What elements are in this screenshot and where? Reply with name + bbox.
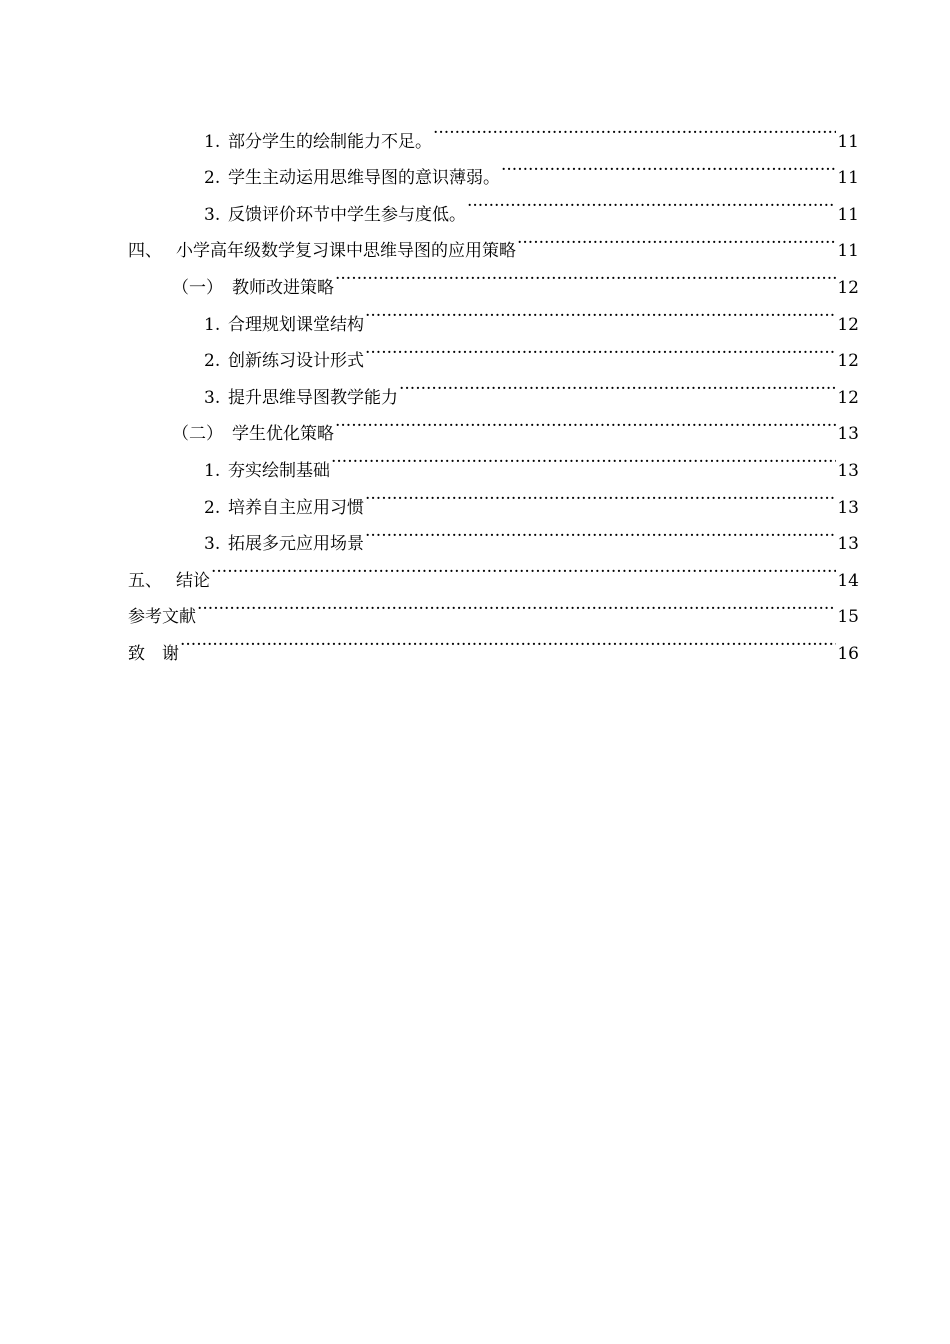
toc-entry-page: 12 bbox=[837, 277, 859, 298]
toc-entry-number: 2. bbox=[204, 351, 221, 372]
toc-dot-leader bbox=[365, 330, 836, 367]
toc-dot-leader bbox=[331, 439, 836, 476]
toc-entry-page: 14 bbox=[837, 570, 859, 591]
toc-dot-leader bbox=[197, 586, 836, 623]
toc-entry[interactable] bbox=[128, 622, 859, 664]
toc-entry-page: 11 bbox=[837, 204, 859, 225]
toc-entry-page: 13 bbox=[837, 460, 859, 481]
toc-entry-title: 夯实绘制基础 bbox=[228, 460, 330, 481]
toc-entry-page: 11 bbox=[837, 241, 859, 262]
toc-entry-number: 1. bbox=[204, 314, 221, 335]
toc-entry-number: （二） bbox=[172, 424, 223, 445]
toc-entry-page: 11 bbox=[837, 168, 859, 189]
toc-dot-leader bbox=[517, 220, 836, 257]
toc-entry-page: 12 bbox=[837, 314, 859, 335]
toc-entry-page: 12 bbox=[837, 351, 859, 372]
table-of-contents bbox=[128, 110, 859, 664]
toc-dot-leader bbox=[211, 549, 836, 586]
toc-dot-leader bbox=[335, 403, 836, 440]
toc-entry-number: 3. bbox=[204, 534, 221, 555]
toc-entry-title: 结论 bbox=[176, 570, 210, 591]
toc-entry-title: 教师改进策略 bbox=[232, 277, 334, 298]
toc-entry-title: 参考文献 bbox=[128, 607, 196, 628]
toc-entry-page: 16 bbox=[837, 643, 859, 664]
toc-entry-page: 13 bbox=[837, 534, 859, 555]
toc-entry[interactable] bbox=[128, 586, 859, 628]
toc-entry-title: 拓展多元应用场景 bbox=[228, 534, 364, 555]
toc-dot-leader bbox=[365, 513, 836, 550]
toc-entry-title: 小学高年级数学复习课中思维导图的应用策略 bbox=[176, 241, 516, 262]
toc-entry-number: 3. bbox=[204, 204, 221, 225]
toc-entry[interactable] bbox=[128, 549, 859, 591]
toc-dot-leader bbox=[399, 366, 836, 403]
toc-entry-number: 2. bbox=[204, 497, 221, 518]
toc-dot-leader bbox=[501, 147, 836, 184]
toc-entry-page: 13 bbox=[837, 424, 859, 445]
toc-entry-number: 2. bbox=[204, 168, 221, 189]
toc-dot-leader bbox=[365, 293, 836, 330]
toc-entry-title: 合理规划课堂结构 bbox=[228, 314, 364, 335]
toc-entry-number: 四、 bbox=[128, 241, 162, 262]
toc-entry[interactable] bbox=[128, 110, 859, 152]
toc-dot-leader bbox=[467, 183, 836, 220]
toc-entry-title: 培养自主应用习惯 bbox=[228, 497, 364, 518]
toc-entry-page: 12 bbox=[837, 387, 859, 408]
toc-entry-title: 致 谢 bbox=[128, 643, 179, 664]
toc-entry-title: 学生优化策略 bbox=[232, 424, 334, 445]
toc-entry-title: 学生主动运用思维导图的意识薄弱。 bbox=[228, 168, 500, 189]
toc-entry-number: 3. bbox=[204, 387, 221, 408]
toc-dot-leader bbox=[335, 256, 836, 293]
toc-dot-leader bbox=[365, 476, 836, 513]
toc-entry-title: 部分学生的绘制能力不足。 bbox=[228, 131, 432, 152]
toc-entry-page: 15 bbox=[837, 607, 859, 628]
toc-entry-number: （一） bbox=[172, 277, 223, 298]
toc-entry-number: 1. bbox=[204, 131, 221, 152]
toc-entry-number: 五、 bbox=[128, 570, 162, 591]
toc-entry-title: 创新练习设计形式 bbox=[228, 351, 364, 372]
toc-dot-leader bbox=[180, 622, 836, 659]
toc-entry-page: 11 bbox=[837, 131, 859, 152]
toc-entry-title: 反馈评价环节中学生参与度低。 bbox=[228, 204, 466, 225]
toc-entry-title: 提升思维导图教学能力 bbox=[228, 387, 398, 408]
toc-entry-number: 1. bbox=[204, 460, 221, 481]
toc-entry-page: 13 bbox=[837, 497, 859, 518]
toc-dot-leader bbox=[433, 110, 836, 147]
